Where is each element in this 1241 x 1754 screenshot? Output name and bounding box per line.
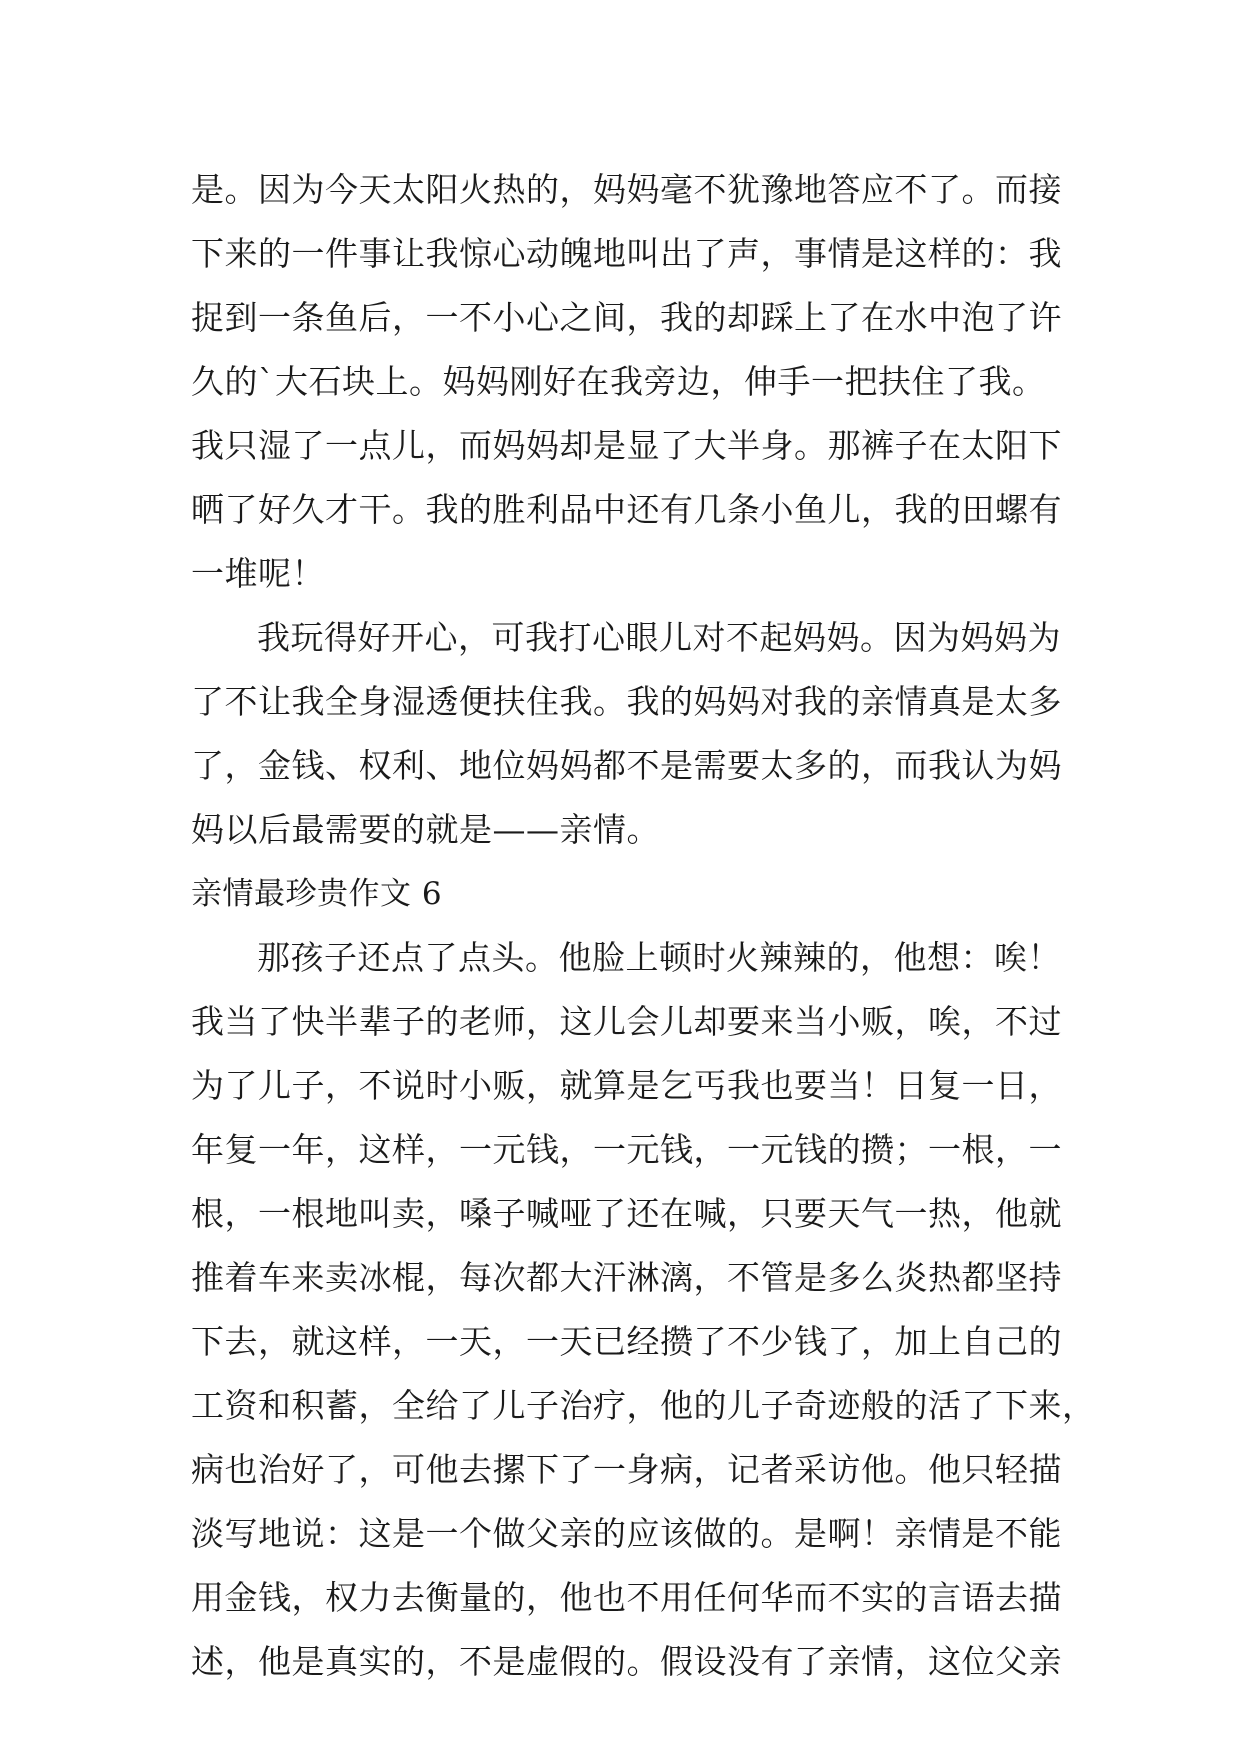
text-line: 下去，就这样，一天，一天已经攒了不少钱了，加上自己的: [191, 1322, 1062, 1361]
text-line: 根，一根地叫卖，嗓子喊哑了还在喊，只要天气一热，他就: [191, 1194, 1062, 1233]
text-line: 用金钱，权力去衡量的，他也不用任何华而不实的言语去描: [191, 1578, 1062, 1617]
text-line: 下来的一件事让我惊心动魄地叫出了声，事情是这样的：我: [191, 234, 1062, 273]
text-line: 工资和积蓄，全给了儿子治疗，他的儿子奇迹般的活了下来，: [191, 1386, 1096, 1425]
text-line: 我当了快半辈子的老师，这儿会儿却要来当小贩，唉，不过: [191, 1002, 1062, 1041]
text-line: 一堆呢！: [191, 554, 325, 593]
section-heading: 亲情最珍贵作文 6: [191, 876, 443, 912]
text-line: 我只湿了一点儿，而妈妈却是显了大半身。那裤子在太阳下: [191, 426, 1062, 465]
text-line: 推着车来卖冰棍，每次都大汗淋漓，不管是多么炎热都坚持: [191, 1258, 1062, 1297]
document-body: [191, 158, 1096, 1694]
text-line: 妈以后最需要的就是——亲情。: [191, 810, 660, 849]
text-line: 那孩子还点了点头。他脸上顿时火辣辣的，他想：唉！: [257, 938, 1061, 977]
text-line: 了，金钱、权利、地位妈妈都不是需要太多的，而我认为妈: [191, 746, 1062, 785]
text-line: 久的`大石块上。妈妈刚好在我旁边，伸手一把扶住了我。: [191, 362, 1046, 401]
text-line: 淡写地说：这是一个做父亲的应该做的。是啊！亲情是不能: [191, 1514, 1062, 1553]
text-line: 我玩得好开心，可我打心眼儿对不起妈妈。因为妈妈为: [257, 618, 1061, 657]
paragraph-1: [191, 158, 1062, 606]
text-line: 为了儿子，不说时小贩，就算是乞丐我也要当！日复一日，: [191, 1066, 1062, 1105]
paragraph-3: [191, 926, 1096, 1694]
text-line: 述，他是真实的，不是虚假的。假设没有了亲情，这位父亲: [191, 1642, 1062, 1681]
paragraph-2: [191, 606, 1062, 862]
text-line: 是。因为今天太阳火热的，妈妈毫不犹豫地答应不了。而接: [191, 170, 1062, 209]
text-line: 年复一年，这样，一元钱，一元钱，一元钱的攒；一根，一: [191, 1130, 1062, 1169]
text-line: 了不让我全身湿透便扶住我。我的妈妈对我的亲情真是太多: [191, 682, 1062, 721]
text-line: 病也治好了，可他去摞下了一身病，记者采访他。他只轻描: [191, 1450, 1062, 1489]
text-line: 捉到一条鱼后，一不小心之间，我的却踩上了在水中泡了许: [191, 298, 1062, 337]
text-line: 晒了好久才干。我的胜利品中还有几条小鱼儿，我的田螺有: [191, 490, 1062, 529]
